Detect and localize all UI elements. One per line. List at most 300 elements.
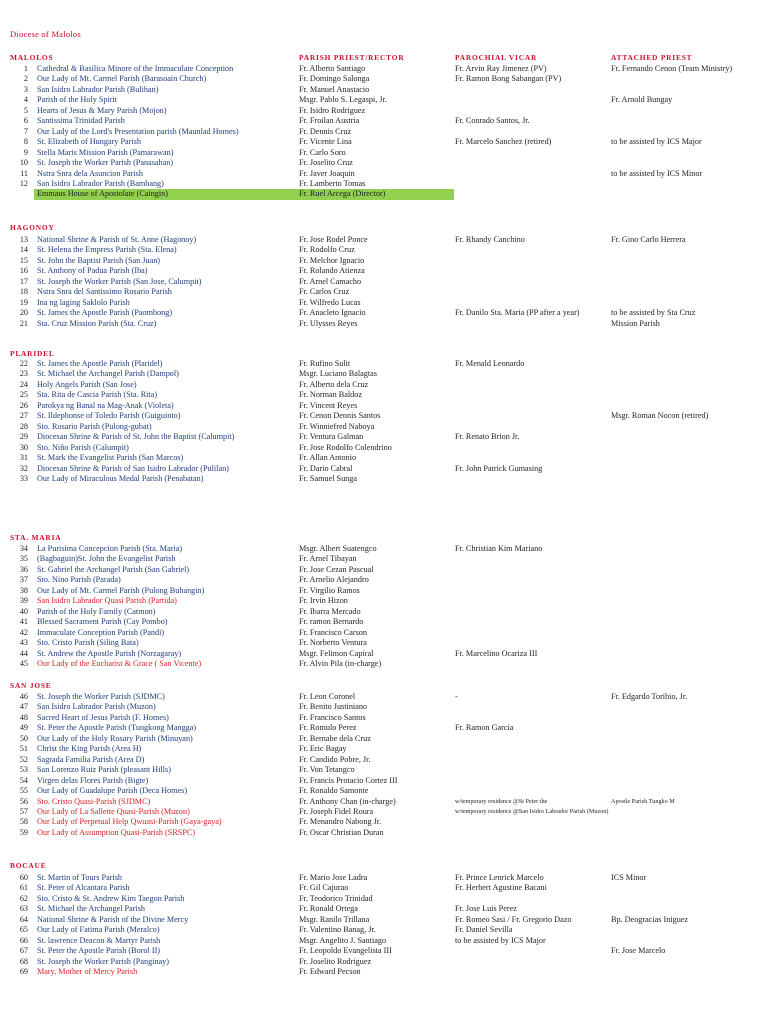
row-number: 18 xyxy=(19,287,28,297)
row-number: 23 xyxy=(19,369,28,379)
parish-priest: Fr. Ibarra Mercado xyxy=(299,606,361,616)
parish-name: Sto. Rosario Parish (Pulong-gubat) xyxy=(37,421,152,431)
parochial-vicar: Fr. Ramon Bong Sabangan (PV) xyxy=(455,74,562,84)
parish-priest: Fr. Virgilio Ramos xyxy=(299,585,360,595)
parish-row xyxy=(0,179,768,189)
parish-name: Diocesan Shrine & Parish of St. John the Baptist (Calumpit) xyxy=(37,432,235,442)
parish-name: Parish of the Holy Family (Catmon) xyxy=(37,606,156,616)
parish-priest: Fr. Von Tetangco xyxy=(299,765,355,775)
parish-name: Stella Maris Mission Parish (Pamarawan) xyxy=(37,147,174,157)
parish-name: Our Lady of Mt. Carmel Parish (Barasoain Church) xyxy=(37,74,207,84)
row-number: 11 xyxy=(20,168,28,178)
parish-priest: Fr. Joselito Rodriguez xyxy=(299,956,372,966)
parish-priest: Fr. Wilfredo Lucas xyxy=(299,297,361,307)
parish-row xyxy=(0,158,768,168)
parish-row xyxy=(0,873,768,883)
parish-name: Sta. Cruz Mission Parish (Sta. Cruz) xyxy=(37,318,157,328)
row-number: 1 xyxy=(23,64,28,73)
parish-row xyxy=(0,883,768,893)
parish-row xyxy=(0,474,768,484)
parish-row xyxy=(0,936,768,946)
parish-name: St. Andrew the Apostle Parish (Norzagaray) xyxy=(37,648,182,658)
row-number: 26 xyxy=(19,400,28,410)
parish-row xyxy=(0,544,768,554)
parish-row xyxy=(0,786,768,796)
attached-priest: to be assisted by ICS Minor xyxy=(611,168,703,178)
parish-priest: Fr. Froilan Austria xyxy=(299,116,360,126)
parish-row xyxy=(0,607,768,617)
section-title: MALOLOS xyxy=(10,53,54,62)
parish-priest: Fr. Ruel Arcega (Director) xyxy=(299,189,386,199)
parish-priest: Msgr. Angelito J. Santiago xyxy=(299,935,387,945)
parish-row xyxy=(0,702,768,712)
parochial-vicar: Fr. Daniel Sevilla xyxy=(455,925,513,935)
row-number: 54 xyxy=(19,775,28,785)
parish-priest: Fr. Edward Pecson xyxy=(299,967,361,977)
parochial-vicar: to be assisted by ICS Major xyxy=(455,935,546,945)
parish-priest: Fr. Gil Cajurao xyxy=(299,883,349,893)
parochial-vicar: Fr. Christian Kim Mariano xyxy=(455,544,543,553)
parish-row xyxy=(0,596,768,606)
parish-name: St. Mark the Evangelist Parish (San Marcos) xyxy=(37,453,184,463)
row-number: 64 xyxy=(19,914,28,924)
parish-row xyxy=(0,319,768,329)
parish-priest: Fr. Alberto Santiago xyxy=(299,64,366,73)
row-number: 47 xyxy=(19,702,28,712)
attached-priest: Fr. Edgardo Toribio, Jr. xyxy=(611,692,688,701)
parish-row xyxy=(0,298,768,308)
parish-row xyxy=(0,422,768,432)
parochial-vicar: Fr. Prince Lenrick Marcelo xyxy=(455,873,544,882)
row-number: 39 xyxy=(19,596,28,606)
parish-row xyxy=(0,828,768,838)
parish-name: St. Joseph the Worker Parish (Panginay) xyxy=(37,956,169,966)
parish-priest: Fr. Joseph Fidel Roura xyxy=(299,806,374,816)
row-number: 68 xyxy=(19,956,28,966)
parish-name: Diocesan Shrine & Parish of San Isidro Labrador (Pulilan) xyxy=(37,463,229,473)
parish-row xyxy=(0,807,768,817)
row-number: 24 xyxy=(19,379,28,389)
parish-row xyxy=(0,925,768,935)
parish-row xyxy=(0,169,768,179)
row-number: 16 xyxy=(19,266,28,276)
parish-row xyxy=(0,464,768,474)
parish-row xyxy=(0,967,768,977)
parish-name: San Isidro Labrador Quasi Parish (Partida) xyxy=(37,596,177,606)
parish-row xyxy=(0,359,768,369)
parochial-vicar: Fr. John Patrick Gumasing xyxy=(455,463,543,473)
parish-name: St. Elizabeth of Hungary Parish xyxy=(37,137,141,147)
row-number: 63 xyxy=(19,904,28,914)
row-number: 32 xyxy=(19,463,28,473)
parish-priest: Fr. Ronaldo Samonte xyxy=(299,786,369,796)
parish-name: St. James the Apostle Parish (Plaridel) xyxy=(37,359,163,368)
parish-priest: Fr. Alvin Pila (in-charge) xyxy=(299,658,382,668)
parish-row xyxy=(0,744,768,754)
row-number: 36 xyxy=(19,564,28,574)
parish-name: Our Lady of Guadalupe Parish (Deca Homes) xyxy=(37,786,188,796)
parish-priest: Fr. Mario Jose Ladra xyxy=(299,873,368,882)
row-number: 65 xyxy=(19,925,28,935)
parish-priest: Fr. Arnel Tibayan xyxy=(299,554,357,564)
row-number: 13 xyxy=(19,235,28,244)
row-number: 4 xyxy=(23,95,28,105)
attached-priest: Fr. Jose Marcelo xyxy=(611,946,666,956)
parish-name: St. Helena the Empress Parish (Sta. Elena) xyxy=(37,245,177,255)
parish-name: Our Lady of Mt. Carmel Parish (Pulong Buhangin) xyxy=(37,585,205,595)
parish-priest: Fr. Oscar Christian Duran xyxy=(299,827,384,837)
row-number: 6 xyxy=(23,116,28,126)
row-number: 50 xyxy=(19,733,28,743)
parish-priest: Fr. Candido Pobre, Jr. xyxy=(299,754,371,764)
parish-priest: Fr. Allan Antonio xyxy=(299,453,357,463)
parish-priest: Fr. Carlos Cruz xyxy=(299,287,350,297)
attached-priest: to be assisted by ICS Major xyxy=(611,137,702,147)
parish-row xyxy=(0,116,768,126)
parochial-vicar: Fr. Renato Brion Jr. xyxy=(455,432,520,442)
parish-priest: Msgr. Pablo S. Legaspi, Jr. xyxy=(299,95,387,105)
row-number: 53 xyxy=(19,765,28,775)
parish-name: St. Michael the Archangel Parish xyxy=(37,904,146,914)
parish-name: Nstra Snra dela Asuncion Parish xyxy=(37,168,143,178)
row-number: 66 xyxy=(19,935,28,945)
parish-row xyxy=(0,713,768,723)
parochial-vicar: Fr. Rhandy Canchino xyxy=(455,235,525,244)
parish-name: St. Joseph the Worker Parish (Panasahan) xyxy=(37,158,174,168)
parish-row xyxy=(0,64,768,74)
parish-priest: Fr. Dennis Cruz xyxy=(299,126,352,136)
parish-name: St. James the Apostle Parish (Paombong) xyxy=(37,308,173,318)
parish-row xyxy=(0,915,768,925)
section-title: STA. MARIA xyxy=(10,533,62,542)
parish-name: St. Michael the Archangel Parish (Dampol) xyxy=(37,369,179,379)
parish-name: St. Anthony of Padua Parish (Iba) xyxy=(37,266,148,276)
parish-name: Santissima Trinidad Parish xyxy=(37,116,125,126)
row-number: 43 xyxy=(19,638,28,648)
parish-row xyxy=(0,432,768,442)
row-number: 21 xyxy=(19,318,28,328)
parish-row xyxy=(0,638,768,648)
row-number: 59 xyxy=(19,827,28,837)
parish-name: Mary, Mother of Mercy Parish xyxy=(37,967,138,977)
parish-name: Sto. Cristo & St. Andrew Kim Taegon Parish xyxy=(37,893,185,903)
attached-priest: Fr. Fernando Cenon (Team Ministry) xyxy=(611,64,733,73)
row-number: 51 xyxy=(19,744,28,754)
row-number: 40 xyxy=(19,606,28,616)
row-number: 62 xyxy=(19,893,28,903)
parish-priest: Msgr. Albert Suatengco xyxy=(299,544,377,553)
parish-row xyxy=(0,554,768,564)
parish-row xyxy=(0,266,768,276)
parochial-vicar: - xyxy=(455,692,458,701)
parish-row xyxy=(0,148,768,158)
section-title: SAN JOSE xyxy=(10,681,52,690)
row-number: 31 xyxy=(19,453,28,463)
parish-priest: Fr. Valentino Banag, Jr. xyxy=(299,925,376,935)
parish-row xyxy=(0,106,768,116)
parish-priest: Fr. Manuel Anastacio xyxy=(299,84,370,94)
parish-row xyxy=(0,586,768,596)
parish-row xyxy=(0,95,768,105)
row-number: 49 xyxy=(19,723,28,733)
parish-name: St. Peter the Apostle Parish (Tungkong Mangga) xyxy=(37,723,197,733)
parish-priest: Msgr. Luciano Balagtas xyxy=(299,369,377,379)
parish-priest: Fr. Domingo Salonga xyxy=(299,74,370,84)
attached-priest: Msgr. Roman Nocon (retired) xyxy=(611,411,709,421)
parish-name: La Purisima Concepcion Parish (Sta. Maria) xyxy=(37,544,183,553)
attached-priest: Bp. Deogracias Iniguez xyxy=(611,914,689,924)
parish-priest: Fr. Irvin Hizon xyxy=(299,596,348,606)
section-title: PLARIDEL xyxy=(10,349,55,358)
parish-name: San Isidro Labrador Parish (Bambang) xyxy=(37,178,164,188)
row-number: 5 xyxy=(23,105,28,115)
parish-priest: Fr. Eric Bagay xyxy=(299,744,347,754)
parish-name: Our Lady of La Sallette Quasi-Parish (Muzon) xyxy=(37,806,190,816)
parish-row xyxy=(0,617,768,627)
row-number: 37 xyxy=(19,575,28,585)
parish-row xyxy=(0,692,768,702)
parish-name: Hearts of Jesus & Mary Parish (Mojon) xyxy=(37,105,167,115)
parish-row xyxy=(0,411,768,421)
row-number: 30 xyxy=(19,442,28,452)
parochial-vicar: Fr. Conrado Santos, Jr. xyxy=(455,116,530,126)
parish-priest: Msgr. Ranilo Trillana xyxy=(299,914,370,924)
parish-row xyxy=(0,256,768,266)
row-number: 12 xyxy=(19,178,28,188)
parish-name: (Bagbaguin)St. John the Evangelist Parish xyxy=(37,554,176,564)
row-number: 55 xyxy=(19,786,28,796)
parish-row xyxy=(0,235,768,245)
attached-priest: Fr. Gino Carlo Herrera xyxy=(611,235,686,244)
row-number: 7 xyxy=(23,126,28,136)
parish-row xyxy=(0,649,768,659)
parish-row xyxy=(0,401,768,411)
parochial-vicar: Fr. Herbert Agustine Bacani xyxy=(455,883,547,893)
parish-row xyxy=(0,894,768,904)
document-title: Diocese of Malolos xyxy=(10,29,81,39)
parish-name: Sto. Nino Parish (Parada) xyxy=(37,575,121,585)
parish-priest: Fr. Joselito Cruz xyxy=(299,158,353,168)
parish-name: Our Lady of Miraculous Medal Parish (Penabatan) xyxy=(37,473,204,483)
row-number: 69 xyxy=(19,967,28,977)
parish-priest: Fr. Vicente Lina xyxy=(299,137,352,147)
parish-name: Parokya ng Banal na Mag-Anak (Violeta) xyxy=(37,400,174,410)
row-number: 45 xyxy=(19,658,28,668)
parish-row xyxy=(0,765,768,775)
parish-priest: Fr. Alberto dela Cruz xyxy=(299,379,369,389)
header-attached-priest: ATTACHED PRIEST xyxy=(611,53,693,62)
parish-name: Sacred Heart of Jesus Parish (F. Homes) xyxy=(37,712,169,722)
parish-name: Sagrada Familia Parish (Area D) xyxy=(37,754,145,764)
parish-name: St. lawrence Deacon & Martyr Parish xyxy=(37,935,161,945)
section-title: HAGONOY xyxy=(10,223,55,232)
parish-name: Cathedral & Basilica Minore of the Immaculate Conception xyxy=(37,64,234,73)
parish-name: Immaculate Conception Parish (Pandi) xyxy=(37,627,165,637)
parish-priest: Fr. Leopoldo Evangelista III xyxy=(299,946,392,956)
parish-row xyxy=(0,723,768,733)
row-number: 46 xyxy=(19,692,28,701)
row-number: 25 xyxy=(19,390,28,400)
parish-priest: Fr. Rufino Sulit xyxy=(299,359,351,368)
parochial-vicar: Fr. Danilo Sta. Maria (PP after a year) xyxy=(455,308,580,318)
row-number: 61 xyxy=(19,883,28,893)
attached-priest: to be assisted by Sta Cruz xyxy=(611,308,696,318)
parish-row xyxy=(0,904,768,914)
parish-row xyxy=(0,946,768,956)
parochial-vicar: Fr. Menald Leonardo xyxy=(455,359,525,368)
parish-priest: Fr. Anacleto Ignacio xyxy=(299,308,366,318)
parish-name: Our Lady of the Lord's Presentation parish (Maunlad Homes) xyxy=(37,126,239,136)
row-number: 22 xyxy=(19,359,28,368)
parish-name: Our Lady of Perpetual Help Qwuasi-Parish (Gaya-gaya) xyxy=(37,817,222,827)
parish-priest: Fr. Jose Cezan Pascual xyxy=(299,564,374,574)
row-number: 19 xyxy=(19,297,28,307)
parish-priest: Fr. Ventura Galman xyxy=(299,432,364,442)
parish-name: San Isidro Labrador Parish (Bulihan) xyxy=(37,84,159,94)
parish-priest: Fr. Romulo Perez xyxy=(299,723,357,733)
row-number: 60 xyxy=(19,873,28,882)
row-number: 58 xyxy=(19,817,28,827)
parish-name: St. Martin of Tours Parish xyxy=(37,873,123,882)
parish-row xyxy=(0,565,768,575)
parish-priest: Fr. Isidro Rodriguez xyxy=(299,105,366,115)
parish-row xyxy=(0,189,768,199)
parish-name: Our Lady of Assumption Quasi-Parish (SRSPC) xyxy=(37,827,196,837)
parish-row xyxy=(0,287,768,297)
parish-priest: Fr. Norberto Ventura xyxy=(299,638,367,648)
parochial-vicar: Fr. Ramon Garcia xyxy=(455,723,514,733)
parish-priest: Fr. Rodolfo Cruz xyxy=(299,245,355,255)
attached-priest: Mission Parish xyxy=(611,318,660,328)
parochial-vicar: w/temporary residence @San Isidro Labrador Parish (Muzon) xyxy=(455,807,609,815)
parish-priest: Fr. Cenon Dennis Santos xyxy=(299,411,381,421)
header-parish-priest: PARISH PRIEST/RECTOR xyxy=(299,53,405,62)
parish-priest: Fr. Bernabe dela Cruz xyxy=(299,733,371,743)
parish-name: St. Joseph the Worker Parish (SJDMC) xyxy=(37,692,165,701)
parish-row xyxy=(0,443,768,453)
parish-priest: Fr. ramon Bernardo xyxy=(299,617,364,627)
row-number: 27 xyxy=(19,411,28,421)
parochial-vicar: w/temporary residence @St Peter the xyxy=(455,797,548,805)
parish-name: National Shrine & Parish of the Divine Mercy xyxy=(37,914,189,924)
parish-name: San Lorenzo Ruiz Parish (pleasant Hills) xyxy=(37,765,171,775)
parish-row xyxy=(0,85,768,95)
parish-name: St. Ildephonse of Toledo Parish (Guiguinto) xyxy=(37,411,181,421)
parish-priest: Fr. Leon Coronel xyxy=(299,692,356,701)
row-number: 14 xyxy=(19,245,28,255)
parish-row xyxy=(0,127,768,137)
parish-name: National Shrine & Parish of St. Anne (Hagonoy) xyxy=(37,235,197,244)
parish-priest: Fr. Francisco Carson xyxy=(299,627,367,637)
parish-priest: Fr. Jose Rodel Ponce xyxy=(299,235,368,244)
attached-priest: Apostle Parish Tungko M xyxy=(611,797,675,805)
parish-priest: Fr. Ulysses Reyes xyxy=(299,318,358,328)
parish-priest: Fr. Benito Justiniano xyxy=(299,702,368,712)
parish-row xyxy=(0,817,768,827)
parish-name: St. Peter of Alcantara Parish xyxy=(37,883,130,893)
parochial-vicar: Fr. Arvin Ray Jimenez (PV) xyxy=(455,64,547,73)
parish-name: Parish of the Holy Spirit xyxy=(37,95,118,105)
row-number: 9 xyxy=(23,147,28,157)
parish-row xyxy=(0,245,768,255)
parish-row xyxy=(0,308,768,318)
parish-priest: Fr. Melchor Ignacio xyxy=(299,255,365,265)
parish-priest: Fr. Teodorico Trinidad xyxy=(299,893,373,903)
section-title: BOCAUE xyxy=(10,861,47,870)
parish-name: Our Lady of Fatima Parish (Meralco) xyxy=(37,925,160,935)
parish-name: Sta. Rita de Cascia Parish (Sta. Rita) xyxy=(37,390,158,400)
row-number: 48 xyxy=(19,712,28,722)
parish-name: Sto. Cristo Parish (Siling Bata) xyxy=(37,638,139,648)
parish-row xyxy=(0,453,768,463)
parish-row xyxy=(0,659,768,669)
parish-name: Emmaus House of Apostolate (Caingin) xyxy=(37,189,168,199)
row-number: 28 xyxy=(19,421,28,431)
row-number: 41 xyxy=(19,617,28,627)
parish-priest: Fr. Francis Protacio Cortez III xyxy=(299,775,398,785)
parish-priest: Fr. Javer Joaquin xyxy=(299,168,355,178)
parish-name: Holy Angels Parish (San Jose) xyxy=(37,379,137,389)
row-number: 57 xyxy=(19,806,28,816)
row-number: 35 xyxy=(19,554,28,564)
parish-row xyxy=(0,734,768,744)
parish-priest: Fr. Ronald Ortega xyxy=(299,904,358,914)
row-number: 38 xyxy=(19,585,28,595)
row-number: 15 xyxy=(19,255,28,265)
header-parochial-vicar: PAROCHIAL VICAR xyxy=(455,53,538,62)
parish-priest: Fr. Arnelio Alejandro xyxy=(299,575,369,585)
parish-row xyxy=(0,137,768,147)
row-number: 29 xyxy=(19,432,28,442)
parish-row xyxy=(0,277,768,287)
parish-name: St. Joseph the Worker Parish (San Jose, Calumpit) xyxy=(37,276,202,286)
parish-row xyxy=(0,776,768,786)
attached-priest: ICS Minor xyxy=(611,873,647,882)
parish-priest: Msgr. Felimon Capiral xyxy=(299,648,374,658)
parish-row xyxy=(0,380,768,390)
parish-row xyxy=(0,797,768,807)
parish-priest: Fr. Arnel Camacho xyxy=(299,276,362,286)
row-number: 67 xyxy=(19,946,28,956)
parish-name: Ina ng laging Saklolo Parish xyxy=(37,297,130,307)
row-number: 52 xyxy=(19,754,28,764)
row-number: 8 xyxy=(23,137,28,147)
parish-priest: Fr. Samuel Sunga xyxy=(299,473,357,483)
parish-name: Sto. Cristo Quasi-Parish (SJDMC) xyxy=(37,796,151,806)
parish-name: St. Peter the Apostle Parish (Borol II) xyxy=(37,946,161,956)
parish-priest: Fr. Jose Rodolfo Colendrino xyxy=(299,442,392,452)
parish-row xyxy=(0,74,768,84)
parish-row xyxy=(0,575,768,585)
parish-priest: Fr. Norman Baldoz xyxy=(299,390,362,400)
row-number: 2 xyxy=(23,74,28,84)
row-number: 20 xyxy=(19,308,28,318)
attached-priest: Fr. Arnold Bungay xyxy=(611,95,673,105)
parish-priest: Fr. Winniefred Naboya xyxy=(299,421,375,431)
parish-name: Nstra Snra del Santissimo Rosario Parish xyxy=(37,287,172,297)
row-number: 42 xyxy=(19,627,28,637)
parochial-vicar: Fr. Romeo Sasi / Fr. Gregorio Dazo xyxy=(455,914,572,924)
parish-name: St. John the Baptist Parish (San Juan) xyxy=(37,255,161,265)
parish-priest: Fr. Francisco Santos xyxy=(299,712,366,722)
row-number: 17 xyxy=(19,276,28,286)
row-number: 3 xyxy=(23,84,28,94)
parish-name: St. Gabriel the Archangel Parish (San Gabriel) xyxy=(37,564,190,574)
parish-priest: Fr. Vincent Reyes xyxy=(299,400,358,410)
parish-row xyxy=(0,369,768,379)
parish-row xyxy=(0,628,768,638)
row-number: 34 xyxy=(19,544,28,553)
